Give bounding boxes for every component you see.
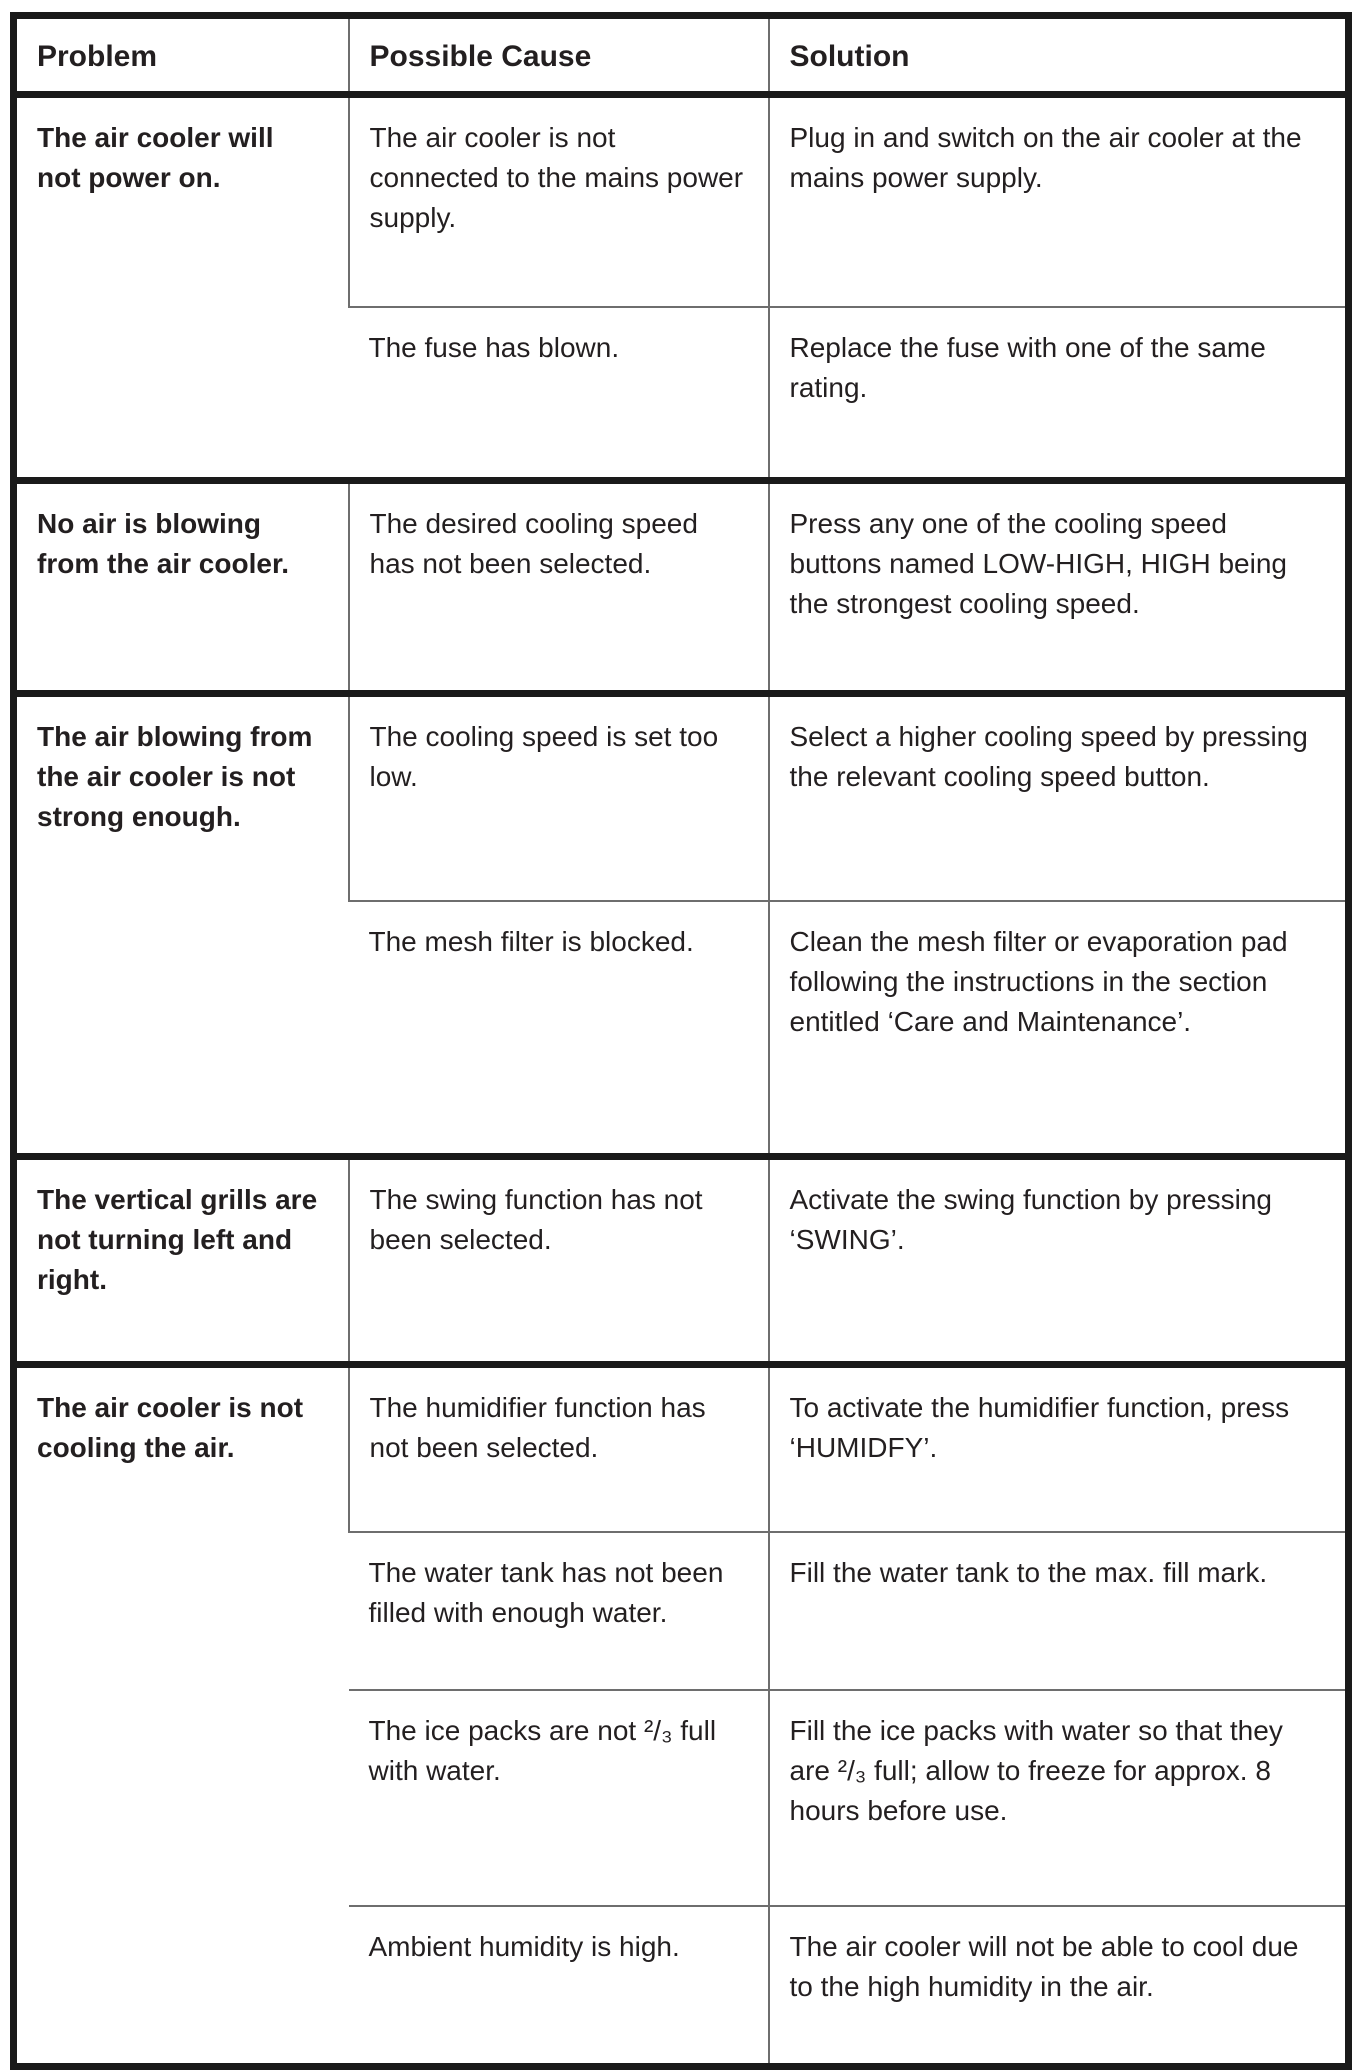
table-row: [14, 1365, 1349, 1533]
table-row: [14, 694, 1349, 902]
cause-cell: The fuse has blown.: [349, 307, 769, 481]
header-row: [14, 16, 1349, 95]
solution-cell: Plug in and switch on the air cooler at the mains power supply.: [769, 95, 1349, 308]
table-row: [14, 1157, 1349, 1365]
solution-cell: Select a higher cooling speed by pressing the relevant cooling speed button.: [769, 694, 1349, 902]
problem-cell: The air cooler is not cooling the air.: [14, 1365, 349, 2067]
troubleshooting-table: [10, 12, 1352, 2070]
problem-cell: The vertical grills are not turning left and right.: [14, 1157, 349, 1365]
cause-cell: The water tank has not been filled with enough water.: [349, 1532, 769, 1690]
table-row: [14, 481, 1349, 694]
cause-cell: The desired cooling speed has not been selected.: [349, 481, 769, 694]
cause-cell: Ambient humidity is high.: [349, 1906, 769, 2067]
solution-cell: Replace the fuse with one of the same rating.: [769, 307, 1349, 481]
solution-cell: The air cooler will not be able to cool due to the high humidity in the air.: [769, 1906, 1349, 2067]
table-row: [14, 95, 1349, 308]
problem-cell: The air blowing from the air cooler is not strong enough.: [14, 694, 349, 1157]
solution-cell: Fill the ice packs with water so that they are ²/₃ full; allow to freeze for approx. 8 hours before use.: [769, 1690, 1349, 1906]
cause-cell: The mesh filter is blocked.: [349, 901, 769, 1157]
solution-cell: Fill the water tank to the max. fill mark.: [769, 1532, 1349, 1690]
cause-cell: The swing function has not been selected.: [349, 1157, 769, 1365]
cause-cell: The ice packs are not ²/₃ full with water.: [349, 1690, 769, 1906]
table-body: [14, 95, 1349, 2067]
column-header-problem: Problem: [14, 16, 349, 95]
cause-cell: The cooling speed is set too low.: [349, 694, 769, 902]
table-header: [14, 16, 1349, 95]
solution-cell: Activate the swing function by pressing ‘SWING’.: [769, 1157, 1349, 1365]
cause-cell: The humidifier function has not been selected.: [349, 1365, 769, 1533]
column-header-possible-cause: Possible Cause: [349, 16, 769, 95]
problem-cell: No air is blowing from the air cooler.: [14, 481, 349, 694]
solution-cell: To activate the humidifier function, press ‘HUMIDFY’.: [769, 1365, 1349, 1533]
solution-cell: Press any one of the cooling speed buttons named LOW-HIGH, HIGH being the strongest cooling speed.: [769, 481, 1349, 694]
problem-cell: The air cooler will not power on.: [14, 95, 349, 481]
cause-cell: The air cooler is not connected to the mains power supply.: [349, 95, 769, 308]
solution-cell: Clean the mesh filter or evaporation pad following the instructions in the section entitled ‘Care and Maintenance’.: [769, 901, 1349, 1157]
column-header-solution: Solution: [769, 16, 1349, 95]
